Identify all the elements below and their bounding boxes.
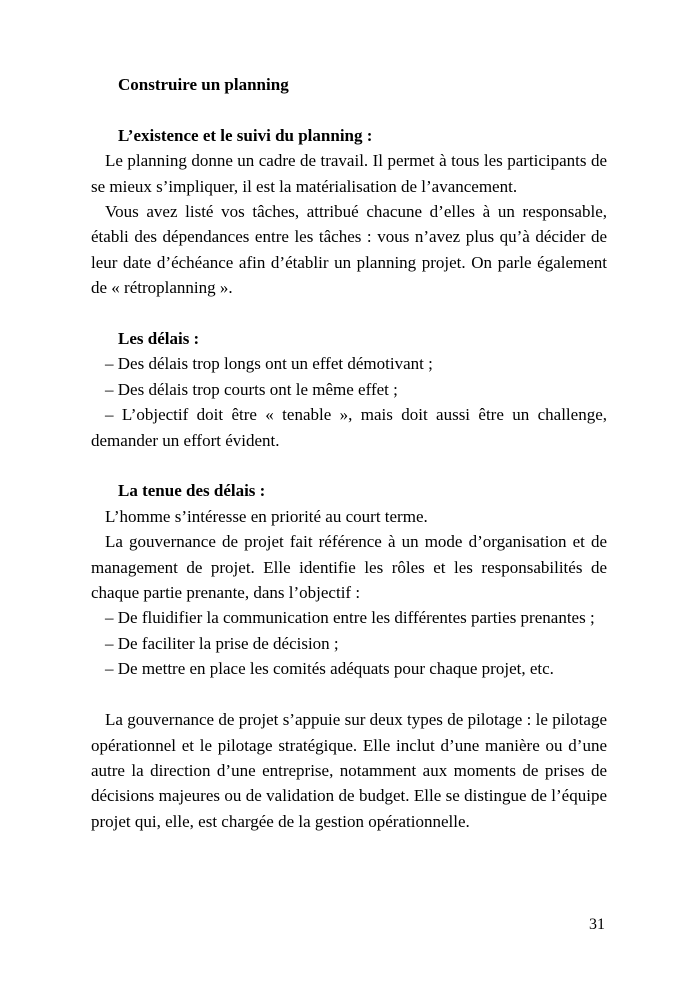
page-number: 31 (589, 916, 605, 933)
section-heading-les-delais: Les délais : (118, 329, 200, 349)
section-heading-existence-suivi-planning: L’existence et le suivi du planning : (118, 125, 373, 145)
paragraph: La gouvernance de projet s’appuie sur deux types de pilotage : le pilotage opérationnel et le pilotage stratégique. Elle inclut d’une manière ou d’une autre la direction d’une entreprise, notamment aux moments de prises de décisions majeures ou de validation de budget. Elle se distingue de l’équipe projet qui, elle, est chargée de la gestion opérationnelle. (91, 710, 607, 831)
list-item: – Des délais trop courts ont le même effet ; (105, 379, 398, 399)
section-heading-construire-un-planning: Construire un planning (118, 75, 289, 94)
page-body (91, 72, 607, 834)
list-item: – Des délais trop longs ont un effet démotivant ; (105, 354, 433, 374)
paragraph: La gouvernance de projet fait référence à un mode d’organisation et de management de projet. Elle identifie les rôles et les responsabilités de chaque partie prenante, dans l’objectif : (91, 532, 607, 603)
list-item: – De mettre en place les comités adéquats pour chaque projet, etc. (105, 659, 554, 679)
list-item: – L’objectif doit être « tenable », mais doit aussi être un challenge, demander un effort évident. (91, 405, 607, 450)
list-item: – De faciliter la prise de décision ; (105, 633, 339, 653)
paragraph: L’homme s’intéresse en priorité au court terme. (105, 506, 428, 526)
list-item: – De fluidifier la communication entre les différentes parties prenantes ; (105, 608, 595, 628)
section-heading-la-tenue-des-delais: La tenue des délais : (118, 481, 266, 501)
paragraph: Le planning donne un cadre de travail. Il permet à tous les participants de se mieux s’impliquer, il est la matérialisation de l’avancement. (91, 151, 607, 196)
paragraph: Vous avez listé vos tâches, attribué chacune d’elles à un responsable, établi des dépendances entre les tâches : vous n’avez plus qu’à décider de leur date d’échéance afin d’établir un planning projet. On parle également de « rétroplanning ». (91, 202, 607, 298)
